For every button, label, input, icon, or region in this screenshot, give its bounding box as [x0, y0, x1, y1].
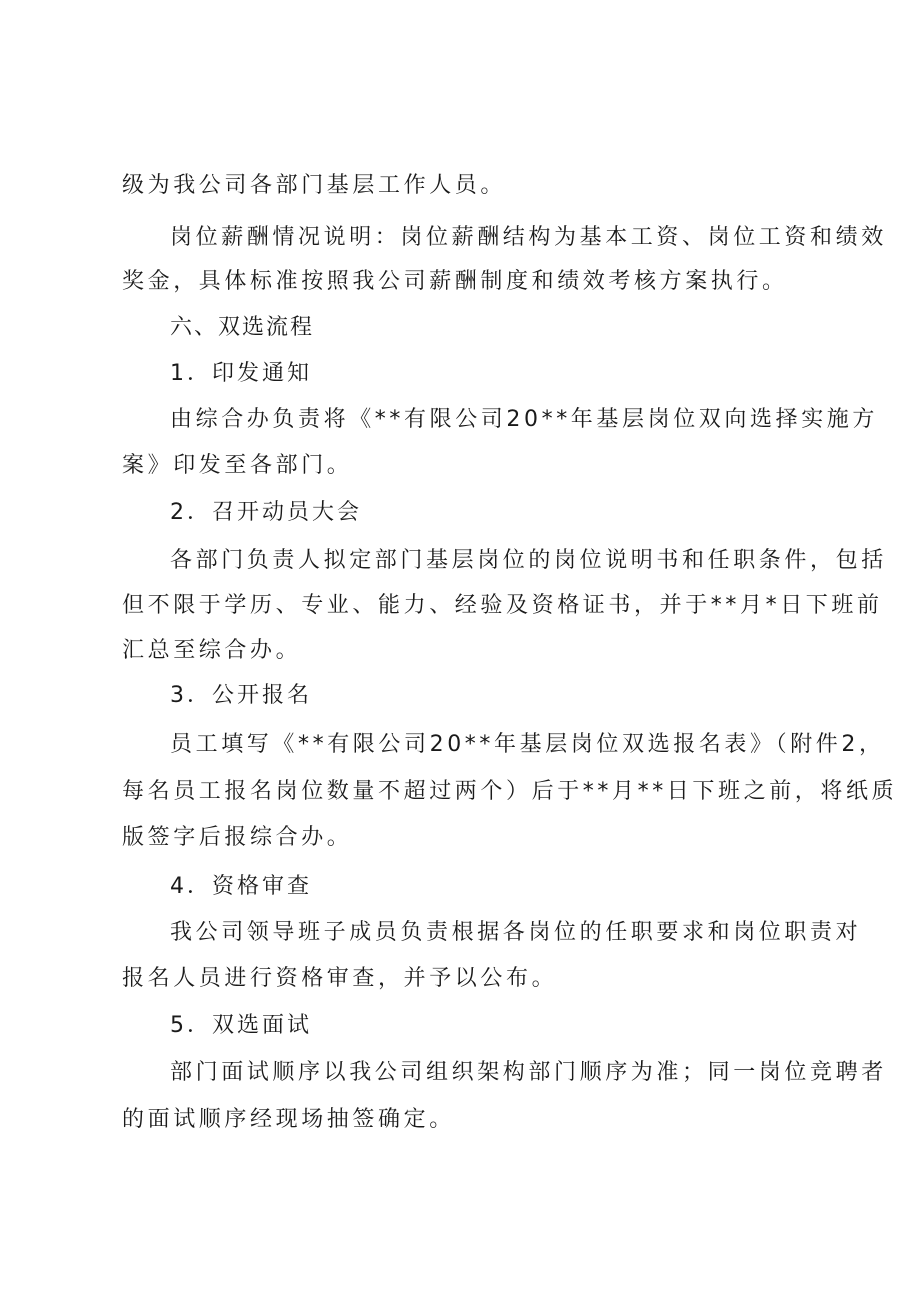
step-heading-4: 4．资格审查 — [170, 874, 312, 899]
salary-paragraph-line: 奖金，具体标准按照我公司薪酬制度和绩效考核方案执行。 — [122, 269, 788, 294]
step-5-paragraph-line: 的面试顺序经现场抽签确定。 — [122, 1107, 455, 1132]
step-4-paragraph-line: 我公司领导班子成员负责根据各岗位的任职要求和岗位职责对 — [170, 920, 862, 945]
step-heading-2: 2．召开动员大会 — [170, 500, 362, 525]
step-heading-5: 5．双选面试 — [170, 1013, 312, 1038]
step-3-paragraph-line: 版签字后报综合办。 — [122, 825, 353, 850]
step-1-paragraph-line: 案》印发至各部门。 — [122, 453, 353, 478]
step-3-paragraph-line: 员工填写《**有限公司20**年基层岗位双选报名表》（附件2， — [170, 732, 885, 757]
step-2-paragraph-line: 但不限于学历、专业、能力、经验及资格证书，并于**月*日下班前 — [122, 593, 883, 618]
step-heading-1: 1．印发通知 — [170, 361, 312, 386]
paragraph-continuation-line: 级为我公司各部门基层工作人员。 — [122, 173, 507, 198]
step-5-paragraph-line: 部门面试顺序以我公司组织架构部门顺序为准；同一岗位竞聘者 — [170, 1060, 887, 1085]
step-2-paragraph-line: 汇总至综合办。 — [122, 638, 302, 663]
step-3-paragraph-line: 每名员工报名岗位数量不超过两个）后于**月**日下班之前，将纸质 — [122, 779, 898, 804]
section-heading: 六、双选流程 — [170, 315, 315, 340]
step-2-paragraph-line: 各部门负责人拟定部门基层岗位的岗位说明书和任职条件，包括 — [170, 548, 887, 573]
step-heading-3: 3．公开报名 — [170, 683, 312, 708]
step-1-paragraph-line: 由综合办负责将《**有限公司20**年基层岗位双向选择实施方 — [170, 407, 878, 432]
step-4-paragraph-line: 报名人员进行资格审查，并予以公布。 — [122, 966, 558, 991]
salary-paragraph-line: 岗位薪酬情况说明：岗位薪酬结构为基本工资、岗位工资和绩效 — [170, 225, 887, 250]
